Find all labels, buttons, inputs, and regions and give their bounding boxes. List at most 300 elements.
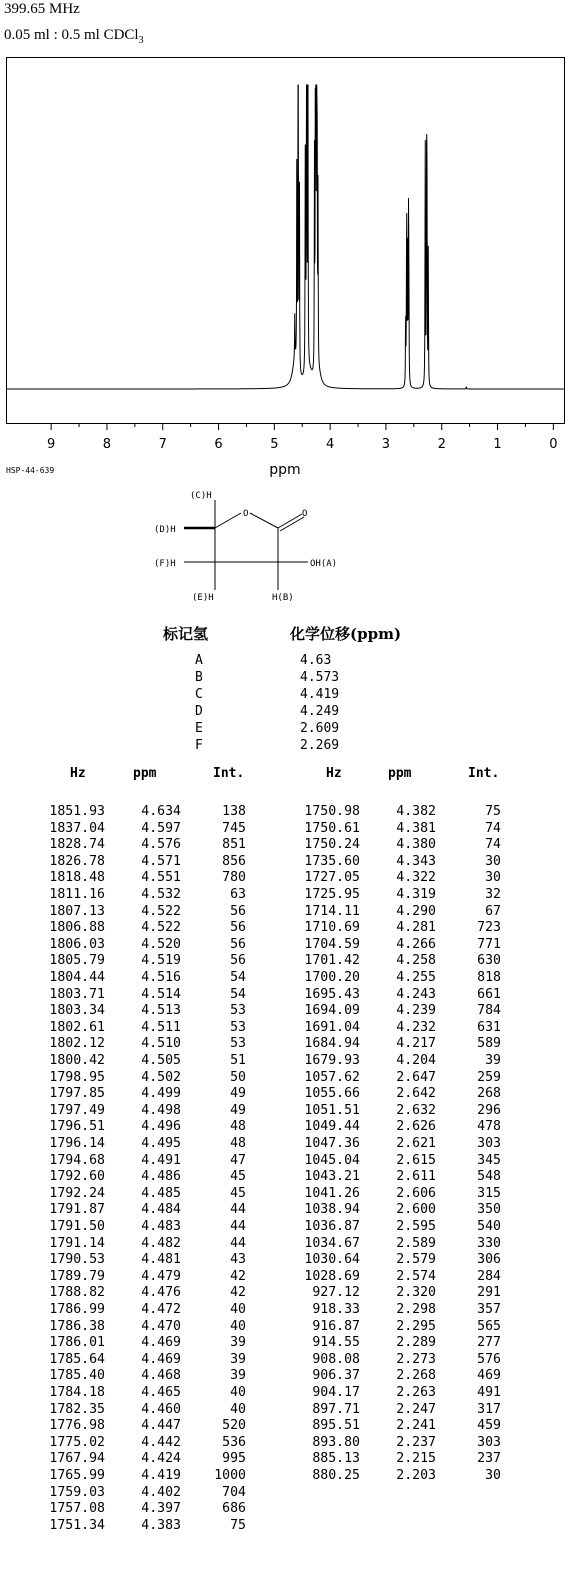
assignment-shift: 4.249 xyxy=(300,704,340,719)
peak-cell-int: 30 xyxy=(485,870,501,886)
peak-cell-hz: 1837.04 xyxy=(49,820,105,836)
peak-cell-hz: 1765.99 xyxy=(49,1468,105,1483)
x-axis-label: ppm xyxy=(269,462,301,478)
x-tick-label: 4 xyxy=(325,437,335,452)
peak-cell-hz: 1804.44 xyxy=(49,970,105,985)
molecule-structure xyxy=(140,482,380,604)
peak-cell-int: 56 xyxy=(230,953,246,969)
peak-cell-ppm: 4.266 xyxy=(396,936,436,952)
peak-cell-hz: 1806.88 xyxy=(49,920,105,936)
peak-cell-hz: 1806.03 xyxy=(49,936,105,952)
peak-cell-hz: 1828.74 xyxy=(49,837,105,853)
peak-cell-int: 315 xyxy=(477,1185,501,1201)
peak-cell-ppm: 4.255 xyxy=(396,970,436,985)
peak-cell-ppm: 2.215 xyxy=(396,1451,436,1467)
peak-cell-int: 303 xyxy=(477,1136,501,1151)
bond-c2-ocarbonyl xyxy=(278,514,302,528)
peak-cell-int: 277 xyxy=(477,1335,501,1351)
peak-cell-ppm: 2.600 xyxy=(396,1202,436,1218)
peak-cell-int: 75 xyxy=(230,1517,246,1533)
peak-cell-ppm: 2.241 xyxy=(396,1418,436,1434)
peak-cell-int: 51 xyxy=(230,1053,246,1068)
peak-cell-hz: 1796.14 xyxy=(49,1136,105,1151)
peak-cell-ppm: 4.479 xyxy=(141,1268,181,1284)
peak-cell-int: 565 xyxy=(477,1318,501,1334)
peak-cell-ppm: 4.485 xyxy=(141,1185,181,1201)
peak-cell-hz: 1679.93 xyxy=(304,1053,360,1068)
peak-cell-ppm: 2.611 xyxy=(396,1169,436,1185)
peak-header-hz-left: Hz xyxy=(70,766,86,781)
peak-cell-hz: 904.17 xyxy=(312,1385,360,1400)
peak-cell-hz: 1803.71 xyxy=(49,986,105,1002)
peak-cell-int: 576 xyxy=(477,1351,501,1367)
peak-cell-ppm: 4.491 xyxy=(141,1152,181,1168)
peak-cell-ppm: 4.499 xyxy=(141,1086,181,1102)
peak-cell-int: 491 xyxy=(477,1385,501,1400)
assignment-row xyxy=(0,721,570,738)
peak-cell-int: 48 xyxy=(230,1119,246,1135)
peak-cell-ppm: 2.579 xyxy=(396,1252,436,1268)
peak-cell-int: 53 xyxy=(230,1019,246,1035)
peak-cell-int: 317 xyxy=(477,1401,501,1417)
peak-cell-hz: 1803.34 xyxy=(49,1003,105,1019)
peak-cell-ppm: 2.626 xyxy=(396,1119,436,1135)
assignment-row xyxy=(0,670,570,687)
peak-cell-ppm: 2.320 xyxy=(396,1285,436,1301)
peak-cell-hz: 1038.94 xyxy=(304,1202,360,1218)
peak-cell-int: 39 xyxy=(485,1053,501,1068)
peak-cell-hz: 1792.60 xyxy=(49,1169,105,1185)
peak-cell-hz: 1786.01 xyxy=(49,1335,105,1351)
peak-cell-hz: 1790.53 xyxy=(49,1252,105,1268)
peak-cell-hz: 1797.49 xyxy=(49,1102,105,1118)
peak-cell-int: 306 xyxy=(477,1252,501,1268)
peak-cell-int: 49 xyxy=(230,1086,246,1102)
peak-cell-hz: 1049.44 xyxy=(304,1119,360,1135)
peak-cell-ppm: 4.204 xyxy=(396,1053,436,1068)
peak-cell-ppm: 2.642 xyxy=(396,1086,436,1102)
assignment-shift: 4.63 xyxy=(300,653,332,668)
peak-cell-hz: 1786.99 xyxy=(49,1302,105,1317)
x-axis-tick-labels xyxy=(47,437,557,452)
peak-cell-hz: 1701.42 xyxy=(304,953,360,969)
peak-cell-ppm: 4.469 xyxy=(141,1351,181,1367)
peak-cell-int: 296 xyxy=(477,1102,501,1118)
x-axis-ticks xyxy=(51,424,553,431)
peak-cell-int: 268 xyxy=(477,1086,501,1102)
peak-cell-int: 469 xyxy=(477,1368,501,1384)
peak-cell-ppm: 2.289 xyxy=(396,1335,436,1351)
peak-cell-hz: 1792.24 xyxy=(49,1185,105,1201)
peak-cell-int: 56 xyxy=(230,920,246,936)
peak-cell-ppm: 4.424 xyxy=(141,1451,181,1467)
peak-cell-hz: 1785.64 xyxy=(49,1351,105,1367)
peak-cell-int: 540 xyxy=(477,1219,501,1234)
peak-cell-ppm: 4.232 xyxy=(396,1019,436,1035)
peak-cell-int: 303 xyxy=(477,1434,501,1450)
peak-cell-ppm: 4.442 xyxy=(141,1434,181,1450)
peak-cell-int: 851 xyxy=(222,837,246,853)
peak-cell-hz: 1798.95 xyxy=(49,1069,105,1085)
spectrum-trace xyxy=(7,85,565,389)
peak-cell-ppm: 4.468 xyxy=(141,1368,181,1384)
peak-cell-ppm: 4.634 xyxy=(141,804,181,819)
peak-cell-hz: 1751.34 xyxy=(49,1517,105,1533)
peak-cell-hz: 1710.69 xyxy=(304,920,360,936)
peak-cell-ppm: 2.237 xyxy=(396,1434,436,1450)
peak-cell-ppm: 4.419 xyxy=(141,1468,181,1483)
peak-cell-int: 56 xyxy=(230,903,246,919)
x-tick-label: 1 xyxy=(493,437,502,452)
peak-cell-ppm: 4.576 xyxy=(141,837,181,853)
peak-cell-hz: 1757.08 xyxy=(49,1501,105,1517)
peak-cell-hz: 918.33 xyxy=(312,1302,360,1317)
peak-cell-ppm: 4.514 xyxy=(141,986,181,1002)
peak-cell-int: 589 xyxy=(477,1036,501,1052)
peak-header-ppm-right: ppm xyxy=(388,766,412,781)
peak-cell-hz: 1776.98 xyxy=(49,1418,105,1434)
peak-cell-int: 284 xyxy=(477,1268,501,1284)
peak-cell-int: 856 xyxy=(222,853,246,869)
peak-cell-hz: 895.51 xyxy=(312,1418,360,1434)
bond-c-o xyxy=(215,513,241,528)
peak-cell-ppm: 4.281 xyxy=(396,920,436,936)
peak-cell-hz: 916.87 xyxy=(312,1318,360,1334)
solvent-text: 0.05 ml : 0.5 ml CDCl xyxy=(4,27,139,43)
peak-cell-int: 40 xyxy=(230,1401,246,1417)
peak-cell-ppm: 4.460 xyxy=(141,1401,181,1417)
peak-cell-hz: 1750.61 xyxy=(304,820,360,836)
assignment-header-label: 标记氢 xyxy=(163,625,209,643)
peak-cell-int: 54 xyxy=(230,970,246,985)
peak-cell-int: 350 xyxy=(477,1202,501,1218)
peak-cell-hz: 1028.69 xyxy=(304,1268,360,1284)
peak-cell-hz: 1045.04 xyxy=(304,1152,360,1168)
assignment-label: F xyxy=(195,738,203,753)
peak-cell-int: 548 xyxy=(477,1169,501,1185)
peak-cell-int: 536 xyxy=(222,1434,246,1450)
peak-cell-int: 42 xyxy=(230,1285,246,1301)
assignment-header-shift: 化学位移(ppm) xyxy=(290,625,402,643)
peak-cell-ppm: 4.519 xyxy=(141,953,181,969)
peak-cell-int: 39 xyxy=(230,1368,246,1384)
peak-cell-hz: 1851.93 xyxy=(49,804,105,819)
peak-cell-hz: 1818.48 xyxy=(49,870,105,886)
peak-cell-hz: 1055.66 xyxy=(304,1086,360,1102)
peak-cell-int: 53 xyxy=(230,1036,246,1052)
peak-cell-int: 39 xyxy=(230,1351,246,1367)
assignment-label: C xyxy=(195,687,203,702)
peak-cell-ppm: 4.470 xyxy=(141,1318,181,1334)
peak-cell-ppm: 2.247 xyxy=(396,1401,436,1417)
peak-cell-hz: 1759.03 xyxy=(49,1484,105,1500)
peak-cell-hz: 1704.59 xyxy=(304,936,360,952)
peak-cell-int: 74 xyxy=(485,820,501,836)
peak-cell-int: 43 xyxy=(230,1252,246,1268)
nmr-spectrum-chart xyxy=(0,0,570,480)
peak-cell-ppm: 4.482 xyxy=(141,1235,181,1251)
peak-cell-hz: 1043.21 xyxy=(304,1169,360,1185)
peak-cell-ppm: 4.383 xyxy=(141,1517,181,1533)
peak-cell-hz: 1725.95 xyxy=(304,887,360,902)
x-tick-label: 2 xyxy=(437,437,446,452)
peak-cell-int: 40 xyxy=(230,1385,246,1400)
peak-cell-hz: 1684.94 xyxy=(304,1036,360,1052)
peak-cell-hz: 908.08 xyxy=(312,1351,360,1367)
peak-cell-hz: 1788.82 xyxy=(49,1285,105,1301)
assignment-row xyxy=(0,653,570,670)
assignment-row xyxy=(0,738,570,755)
assignment-label: B xyxy=(195,670,203,685)
peak-cell-hz: 1802.61 xyxy=(49,1019,105,1035)
peak-cell-int: 631 xyxy=(477,1019,501,1035)
peak-cell-int: 45 xyxy=(230,1169,246,1185)
peak-cell-hz: 1051.51 xyxy=(304,1102,360,1118)
peak-cell-int: 630 xyxy=(477,953,501,969)
peak-cell-int: 30 xyxy=(485,853,501,869)
peak-cell-ppm: 4.476 xyxy=(141,1285,181,1301)
x-tick-label: 6 xyxy=(214,437,223,452)
peak-header-ppm-left: ppm xyxy=(133,766,157,781)
peak-cell-int: 784 xyxy=(477,1003,501,1019)
peak-cell-int: 75 xyxy=(485,804,501,819)
peak-cell-ppm: 4.319 xyxy=(396,887,436,902)
peak-cell-int: 1000 xyxy=(214,1468,246,1483)
assignment-row xyxy=(0,687,570,704)
peak-cell-hz: 1785.40 xyxy=(49,1368,105,1384)
peak-cell-hz: 1036.87 xyxy=(304,1219,360,1234)
peak-cell-ppm: 2.263 xyxy=(396,1385,436,1400)
peak-cell-int: 67 xyxy=(485,903,501,919)
peak-cell-int: 237 xyxy=(477,1451,501,1467)
label-d: (D)H xyxy=(154,525,176,535)
assignment-shift: 4.419 xyxy=(300,687,340,702)
peak-cell-ppm: 2.615 xyxy=(396,1152,436,1168)
peak-cell-int: 40 xyxy=(230,1302,246,1317)
label-f: (F)H xyxy=(154,559,176,569)
x-tick-label: 7 xyxy=(158,437,167,452)
peak-cell-hz: 1800.42 xyxy=(49,1053,105,1068)
peak-cell-int: 138 xyxy=(222,804,246,819)
peak-cell-ppm: 4.290 xyxy=(396,903,436,919)
peak-cell-hz: 1735.60 xyxy=(304,853,360,869)
peak-cell-ppm: 4.486 xyxy=(141,1169,181,1185)
assignment-shift: 2.269 xyxy=(300,738,340,753)
peak-cell-hz: 1784.18 xyxy=(49,1385,105,1400)
peak-cell-hz: 1826.78 xyxy=(49,853,105,869)
peak-cell-ppm: 4.322 xyxy=(396,870,436,886)
peak-header-int-left: Int. xyxy=(213,766,245,781)
peak-cell-int: 259 xyxy=(477,1069,501,1085)
peak-cell-ppm: 4.520 xyxy=(141,936,181,952)
assignment-label: D xyxy=(195,704,203,719)
peak-cell-int: 40 xyxy=(230,1318,246,1334)
label-a: OH(A) xyxy=(310,559,338,569)
peak-cell-ppm: 4.381 xyxy=(396,820,436,836)
peak-cell-hz: 1794.68 xyxy=(49,1152,105,1168)
bond-c2-ocarbonyl-2 xyxy=(280,517,304,531)
peak-cell-int: 44 xyxy=(230,1235,246,1251)
peak-cell-hz: 1797.85 xyxy=(49,1086,105,1102)
peak-cell-int: 56 xyxy=(230,936,246,952)
peak-cell-int: 520 xyxy=(222,1418,246,1434)
peak-cell-hz: 893.80 xyxy=(312,1434,360,1450)
peak-cell-hz: 1791.87 xyxy=(49,1202,105,1218)
peak-cell-ppm: 4.483 xyxy=(141,1219,181,1234)
peak-cell-int: 686 xyxy=(222,1501,246,1517)
peak-cell-ppm: 4.472 xyxy=(141,1302,181,1317)
assignment-label: E xyxy=(195,721,203,736)
peak-cell-ppm: 4.513 xyxy=(141,1003,181,1019)
peak-cell-ppm: 2.589 xyxy=(396,1235,436,1251)
peak-cell-hz: 1694.09 xyxy=(304,1003,360,1019)
assignment-row xyxy=(0,704,570,721)
peak-cell-hz: 1802.12 xyxy=(49,1036,105,1052)
peak-cell-hz: 1034.67 xyxy=(304,1235,360,1251)
peak-cell-hz: 885.13 xyxy=(312,1451,360,1467)
frequency-label: 399.65 MHz xyxy=(4,1,80,17)
peak-cell-hz: 1782.35 xyxy=(49,1401,105,1417)
peak-cell-ppm: 4.496 xyxy=(141,1119,181,1135)
peak-cell-ppm: 2.203 xyxy=(396,1468,436,1483)
peak-cell-hz: 880.25 xyxy=(312,1468,360,1483)
x-tick-label: 0 xyxy=(549,437,558,452)
peak-cell-ppm: 4.484 xyxy=(141,1202,181,1218)
peak-cell-ppm: 4.380 xyxy=(396,837,436,853)
peak-cell-int: 345 xyxy=(477,1152,501,1168)
peak-cell-hz: 1714.11 xyxy=(304,903,360,919)
assignment-label: A xyxy=(195,653,203,668)
peak-cell-int: 39 xyxy=(230,1335,246,1351)
peak-cell-int: 53 xyxy=(230,1003,246,1019)
peak-cell-int: 48 xyxy=(230,1136,246,1151)
peak-cell-int: 44 xyxy=(230,1202,246,1218)
peak-cell-ppm: 4.447 xyxy=(141,1418,181,1434)
plot-frame xyxy=(7,58,565,424)
peak-cell-ppm: 4.532 xyxy=(141,887,181,902)
peak-cell-hz: 1767.94 xyxy=(49,1451,105,1467)
peak-cell-ppm: 4.495 xyxy=(141,1136,181,1151)
sample-code: HSP-44-639 xyxy=(6,466,55,475)
peak-cell-int: 44 xyxy=(230,1219,246,1234)
peak-cell-hz: 1805.79 xyxy=(49,953,105,969)
peak-cell-ppm: 4.522 xyxy=(141,920,181,936)
label-b: H(B) xyxy=(272,593,294,603)
peak-cell-ppm: 2.295 xyxy=(396,1318,436,1334)
peak-cell-hz: 1775.02 xyxy=(49,1434,105,1450)
peak-cell-ppm: 2.595 xyxy=(396,1219,436,1234)
peak-cell-ppm: 4.511 xyxy=(141,1019,181,1035)
label-e: (E)H xyxy=(192,593,214,603)
peak-cell-ppm: 2.647 xyxy=(396,1069,436,1085)
peak-cell-hz: 1811.16 xyxy=(49,887,105,902)
peak-cell-ppm: 2.632 xyxy=(396,1102,436,1118)
assignment-shift: 4.573 xyxy=(300,670,340,685)
peak-cell-ppm: 4.481 xyxy=(141,1252,181,1268)
peak-cell-ppm: 2.621 xyxy=(396,1136,436,1151)
peak-cell-hz: 1786.38 xyxy=(49,1318,105,1334)
peak-cell-ppm: 4.402 xyxy=(141,1484,181,1500)
peak-cell-ppm: 2.298 xyxy=(396,1302,436,1317)
peak-cell-int: 50 xyxy=(230,1069,246,1085)
peak-cell-int: 47 xyxy=(230,1152,246,1168)
peak-cell-ppm: 4.382 xyxy=(396,804,436,819)
peak-cell-int: 45 xyxy=(230,1185,246,1201)
peak-cell-int: 42 xyxy=(230,1268,246,1284)
peak-cell-ppm: 4.551 xyxy=(141,870,181,886)
peak-cell-hz: 1796.51 xyxy=(49,1119,105,1135)
peak-cell-ppm: 4.343 xyxy=(396,853,436,869)
peak-cell-hz: 1691.04 xyxy=(304,1019,360,1035)
peak-cell-ppm: 2.606 xyxy=(396,1185,436,1201)
solvent-subscript: 3 xyxy=(138,35,144,46)
peak-cell-hz: 1695.43 xyxy=(304,986,360,1002)
peak-cell-hz: 1791.14 xyxy=(49,1235,105,1251)
peak-cell-int: 723 xyxy=(477,920,501,936)
peak-cell-hz: 1807.13 xyxy=(49,903,105,919)
peak-cell-ppm: 4.243 xyxy=(396,986,436,1002)
peak-cell-hz: 1750.24 xyxy=(304,837,360,853)
peak-cell-int: 32 xyxy=(485,887,501,902)
peak-cell-ppm: 2.268 xyxy=(396,1368,436,1384)
peak-cell-ppm: 4.510 xyxy=(141,1036,181,1052)
peak-cell-ppm: 4.571 xyxy=(141,853,181,869)
peak-cell-int: 478 xyxy=(477,1119,501,1135)
peak-cell-hz: 927.12 xyxy=(312,1285,360,1301)
peak-cell-int: 780 xyxy=(222,870,246,886)
peak-cell-ppm: 4.258 xyxy=(396,953,436,969)
peak-cell-ppm: 4.465 xyxy=(141,1385,181,1400)
peak-cell-ppm: 4.469 xyxy=(141,1335,181,1351)
peak-cell-int: 30 xyxy=(485,1468,501,1483)
peak-header-hz-right: Hz xyxy=(326,766,342,781)
peak-cell-ppm: 2.574 xyxy=(396,1268,436,1284)
peak-cell-hz: 1789.79 xyxy=(49,1268,105,1284)
peak-cell-int: 459 xyxy=(477,1418,501,1434)
x-tick-label: 9 xyxy=(46,437,56,452)
x-tick-label: 5 xyxy=(270,437,279,452)
peak-cell-ppm: 4.217 xyxy=(396,1036,436,1052)
peak-cell-int: 63 xyxy=(230,887,246,902)
peak-cell-ppm: 4.516 xyxy=(141,970,181,985)
peak-cell-int: 54 xyxy=(230,986,246,1002)
peak-cell-hz: 906.37 xyxy=(312,1368,360,1384)
label-c: (C)H xyxy=(190,491,212,501)
peak-cell-int: 291 xyxy=(477,1285,501,1301)
peak-cell-int: 818 xyxy=(477,970,501,985)
bond-o-c2 xyxy=(250,513,278,528)
peak-cell-ppm: 4.239 xyxy=(396,1003,436,1019)
peak-cell-hz: 1057.62 xyxy=(304,1069,360,1085)
peak-cell-ppm: 4.397 xyxy=(141,1501,181,1517)
peak-cell-ppm: 4.502 xyxy=(141,1069,181,1085)
peak-cell-int: 49 xyxy=(230,1102,246,1118)
peak-cell-int: 357 xyxy=(477,1302,501,1317)
peak-cell-hz: 1041.26 xyxy=(304,1185,360,1201)
peak-cell-hz: 1791.50 xyxy=(49,1219,105,1234)
peak-header-int-right: Int. xyxy=(468,766,500,781)
peak-cell-ppm: 2.273 xyxy=(396,1351,436,1367)
x-tick-label: 3 xyxy=(381,437,391,452)
peak-cell-hz: 1700.20 xyxy=(304,970,360,985)
peak-cell-hz: 897.71 xyxy=(312,1401,360,1417)
label-ring-oxygen: O xyxy=(243,509,249,519)
assignment-shift: 2.609 xyxy=(300,721,340,736)
peak-cell-int: 771 xyxy=(477,936,501,952)
peak-cell-int: 330 xyxy=(477,1235,501,1251)
peak-cell-ppm: 4.498 xyxy=(141,1102,181,1118)
peak-cell-ppm: 4.522 xyxy=(141,903,181,919)
